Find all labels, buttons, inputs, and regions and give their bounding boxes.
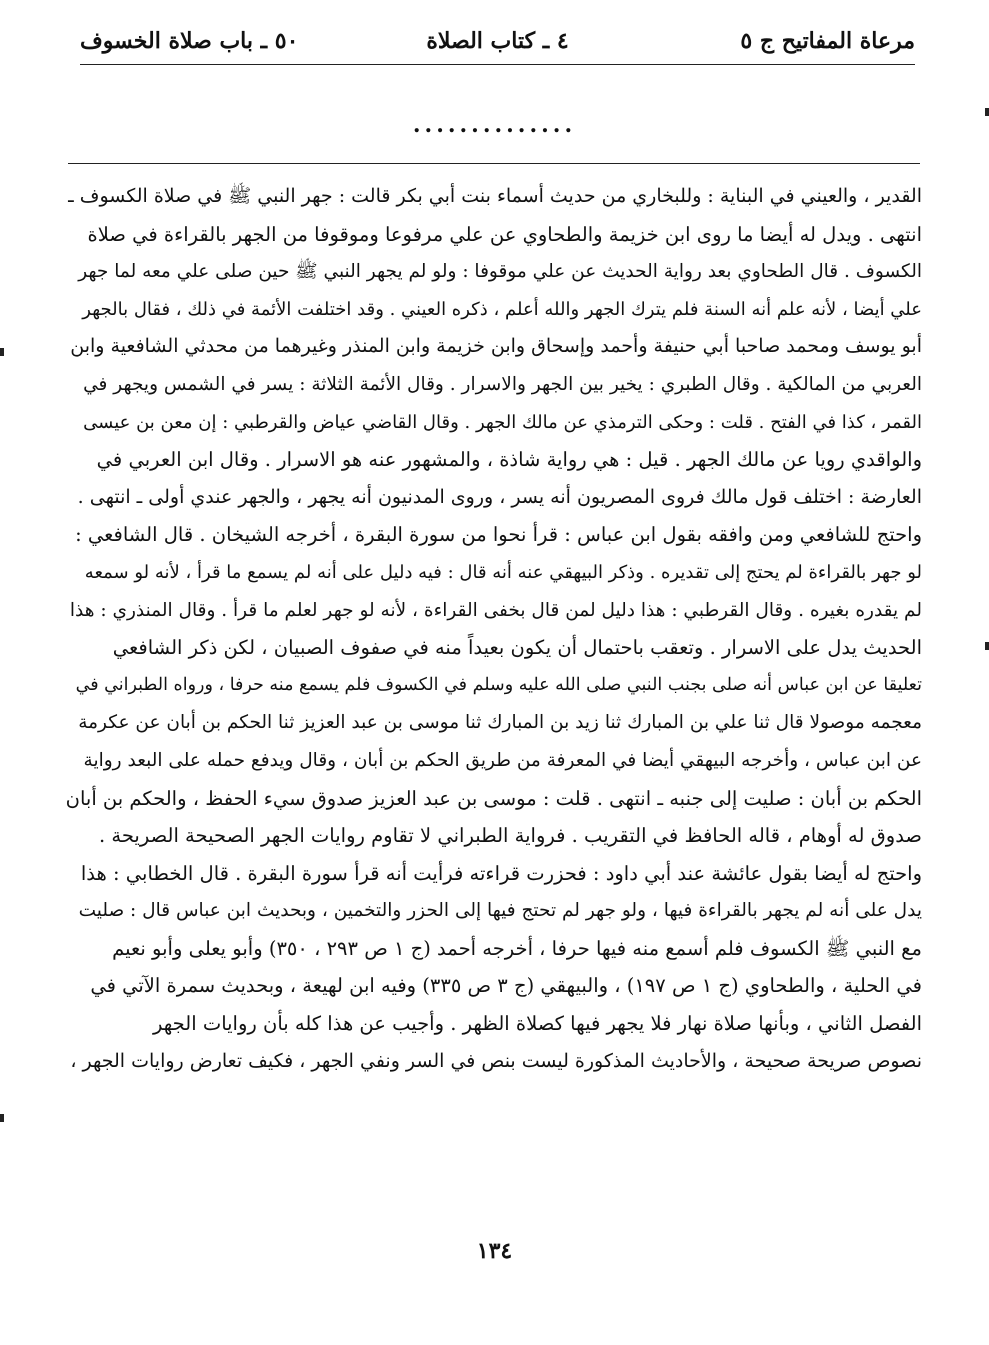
header-chapter-title: ٤ ـ كتاب الصلاة xyxy=(426,28,569,54)
text-line: والواقدي رويا عن مالك الجهر . قيل : هي رواية شاذة ، والمشهور عنه هو الاسرار . وقال ابن العربي في xyxy=(96,448,922,472)
text-line: القدير ، والعيني في البناية : وللبخاري من حديث أسماء بنت أبي بكر قالت : جهر النبي ﷺ في صلاة الكسوف ـ xyxy=(68,185,922,207)
text-line: علي أيضا ، لأنه علم أنه السنة فلم يترك الجهر والله أعلم ، ذكره العيني . وقد اختلفت الأئمة في ذلك ، فقال بالجهر xyxy=(82,298,922,320)
text-line: معجمه موصولا قال ثنا علي بن المبارك ثنا زيد بن المبارك ثنا موسى بن عبد العزيز ثنا الحكم بن أبان عن عكرمة xyxy=(78,712,922,734)
text-line: القمر ، كذا في الفتح . قلت : وحكى الترمذي عن مالك الجهر . وقال القاضي عياض والقرطبي : إن معن بن عيسى xyxy=(83,411,922,433)
margin-mark xyxy=(985,642,989,650)
text-line: نصوص صريحة صحيحة ، والأحاديث المذكورة ليست بنص في السر ونفي الجهر ، فكيف تعارض روايات الجهر ، xyxy=(70,1049,922,1072)
text-line: في الحلية ، والطحاوي (ج ١ ص ١٩٧) ، والبيهقي (ج ٣ ص ٣٣٥) وفيه ابن لهيعة ، وبحديث سمرة الآتي في xyxy=(90,974,922,998)
text-line: عن ابن عباس ، وأخرجه البيهقي أيضا في المعرفة من طريق الحكم بن أبان ، وقال ويدفع حمله على البعد رواية xyxy=(83,749,922,771)
margin-mark xyxy=(0,1114,4,1122)
text-line: الحكم بن أبان : صليت إلى جنبه ـ انتهى . قلت : موسى بن عبد العزيز صدوق سيء الحفظ ، والحكم بن أبان xyxy=(66,786,922,810)
text-line: تعليقا عن ابن عباس أنه صلى بجنب النبي صلى الله عليه وسلم في الكسوف فلم يسمع منه حرفا ، ورواه الطبراني في xyxy=(75,674,922,695)
text-line: العارضة : اختلف قول مالك فروى المصريون أنه يسر ، وروى المدنيون أنه يجهر ، والجهر عندي أولى ـ انتهى . xyxy=(77,485,922,508)
text-line: العربي من المالكية . وقال الطبري : يخير بين الجهر والاسرار . وقال الأئمة الثلاثة : يسر في الشمس ويجهر في xyxy=(83,373,922,395)
text-line: يدل على أنه لم يجهر بالقراءة فيها ، ولو جهر لم تحتج فيها إلى الحزر والتخمين ، وبحديث ابن عباس قال : صليت xyxy=(78,900,922,922)
text-line: واحتج للشافعي ومن وافقه بقول ابن عباس : قرأ نحوا من سورة البقرة ، أخرجه الشيخان . قال الشافعي : xyxy=(75,523,922,547)
text-line: أبو يوسف ومحمد صاحبا أبي حنيفة وأحمد وإسحاق وابن خزيمة وابن المنذر وغيرهما من محدثي الشافعية وابن xyxy=(70,335,922,358)
header-section-title: ٥٠ ـ باب صلاة الخسوف xyxy=(80,28,299,54)
margin-mark xyxy=(985,108,989,116)
text-line: الكسوف . قال الطحاوي بعد رواية الحديث عن علي موقوفا : ولو لم يجهر النبي ﷺ حين صلى علي معه لما جهر xyxy=(78,261,922,283)
text-line: لم يقدره بغيره . وقال القرطبي : هذا دليل لمن قال بخفى القراءة ، لأنه لو جهر لعلم ما قرأ . وقال المنذري : هذا xyxy=(69,599,922,621)
text-line: صدوق له أوهام ، قاله الحافظ في التقريب . فرواية الطبراني لا تقاوم روايات الجهر الصحيحة الصريحة . xyxy=(98,824,922,848)
text-line: الفصل الثاني ، وبأنها صلاة نهار فلا يجهر فيها كصلاة الظهر . وأجيب عن هذا كله بأن روايات الجهر xyxy=(152,1012,922,1036)
text-line: مع النبي ﷺ الكسوف فلم أسمع منه فيها حرفا ، أخرجه أحمد (ج ١ ص ٢٩٣ ، ٣٥٠) وأبو يعلى وأبو نعيم xyxy=(112,936,922,960)
text-separator-rule xyxy=(68,163,920,164)
header-rule xyxy=(80,64,915,65)
dotted-divider: .............. xyxy=(412,112,577,138)
margin-mark xyxy=(0,348,4,356)
text-line: لو جهر بالقراءة لم يحتج إلى تقديره . وذكر البيهقي عنه أنه قال : فيه دليل على أنه لم يسمع ما قرأ ، لأنه لو سمعه xyxy=(84,561,922,583)
header-book-title: مرعاة المفاتيح ج ٥ xyxy=(740,28,915,54)
text-line: الحديث يدل على الاسرار . وتعقب باحتمال أن يكون بعيداً منه في صفوف الصبيان ، لكن ذكر الشافعي xyxy=(112,636,922,660)
page-number: ١٣٤ xyxy=(476,1238,513,1264)
text-line: واحتج له أيضا بقول عائشة عند أبي داود : فحزرت قراءته فرأيت أنه قرأ سورة البقرة . قال الخطابي : هذا xyxy=(80,861,922,885)
running-header xyxy=(80,28,915,64)
body-text xyxy=(66,178,922,1080)
text-line: انتهى . ويدل له أيضا ما روى ابن خزيمة والطحاوي عن علي مرفوعا وموقوفا من الجهر بالقراءة في صلاة xyxy=(87,222,922,246)
